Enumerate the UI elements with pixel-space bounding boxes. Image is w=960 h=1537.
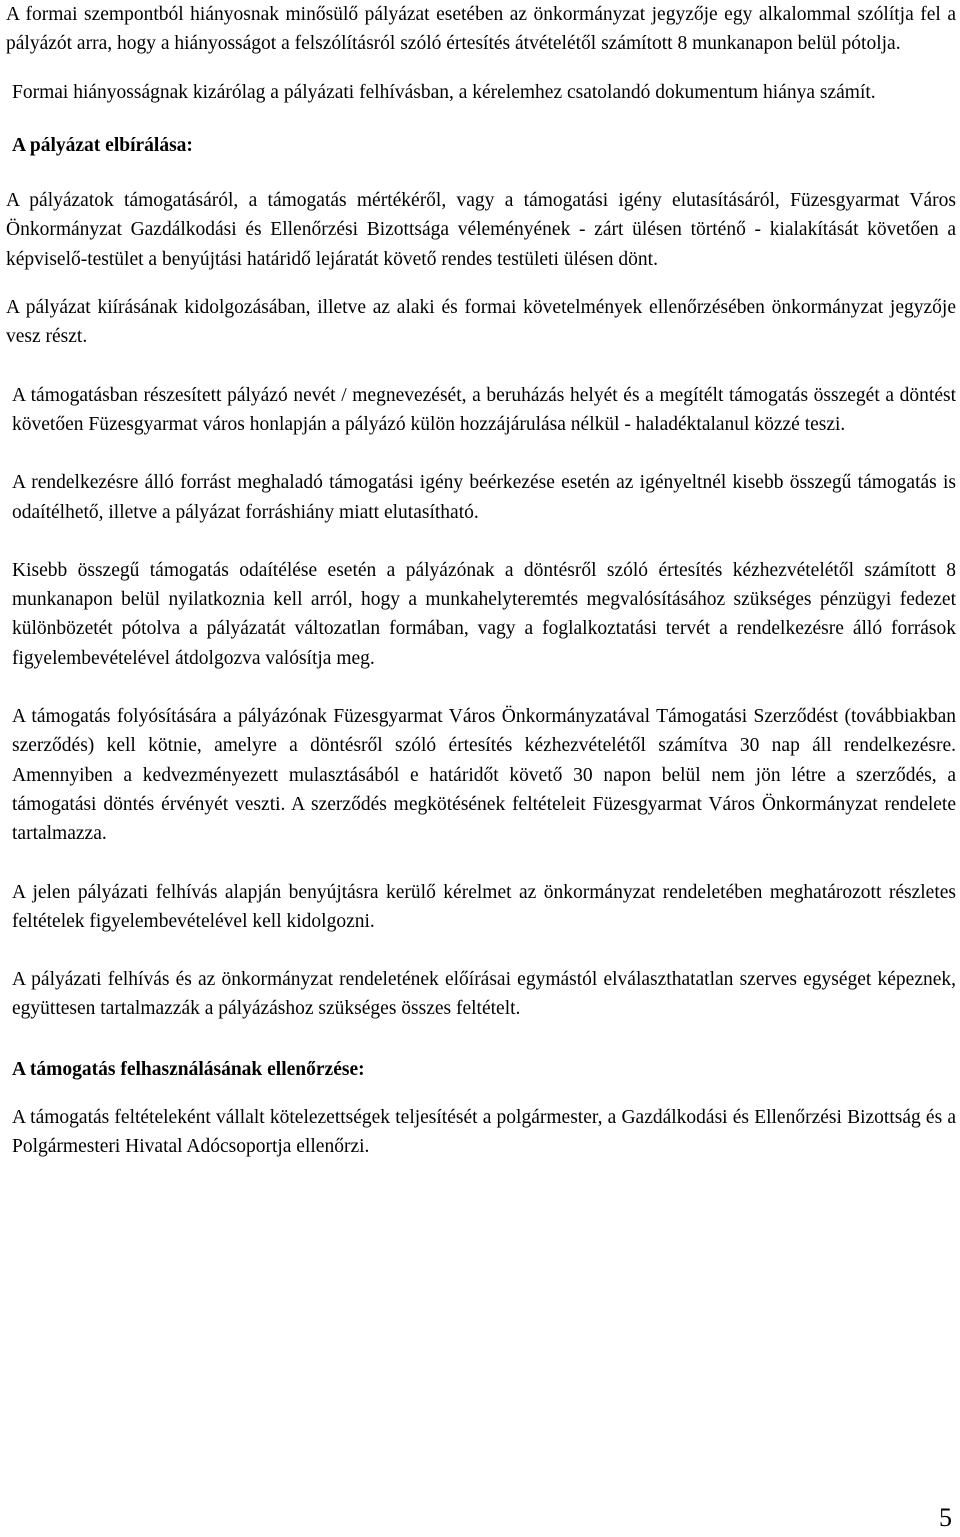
heading-usage-control: A támogatás felhasználásának ellenőrzése:	[12, 1058, 365, 1080]
paragraph-publication: A támogatásban részesített pályázó nevét / megnevezését, a beruházás helyét és a megítélt támogatás összegét a döntést követően Füzesgyarmat város honlapján a pályázó külön hozzájárulása nélkül - haladéktalanul közzé teszi.	[12, 384, 956, 435]
paragraph-decision: A pályázatok támogatásáról, a támogatás mértékéről, vagy a támogatási igény elutasításáról, Füzesgyarmat Város Önkormányzat Gazdálkodási és Ellenőrzési Bizottsága véleményének - zárt ülésen történő - kialakítását követően a képviselő-testület a benyújtási határidő lejáratát követő rendes testületi ülésen dönt.	[6, 190, 956, 270]
paragraph-preparation: A pályázat kiírásának kidolgozásában, illetve az alaki és formai követelmények ellenőrzésében önkormányzat jegyzője vesz részt.	[6, 297, 956, 348]
paragraph-inseparable-unit: A pályázati felhívás és az önkormányzat rendeletének előírásai egymástól elválaszthatatlan szerves egységet képeznek, együttesen tartalmazzák a pályázáshoz szükséges összes feltételt.	[12, 969, 956, 1020]
paragraph-insufficient-funds: A rendelkezésre álló forrást meghaladó támogatási igény beérkezése esetén az igényeltnél kisebb összegű támogatás is odaítélhető, illetve a pályázat forráshiány miatt elutasítható.	[12, 472, 956, 523]
paragraph-smaller-grant: Kisebb összegű támogatás odaítélése esetén a pályázónak a döntésről szóló értesítés kézhezvételétől számított 8 munkanapon belül nyilatkoznia kell arról, hogy a munkahelyteremtés megvalósításához szükséges pénzügyi fedezet különbözetét pótolva a pályázatát változatlan formában, vagy a foglalkoztatási tervét a rendelkezésre álló források figyelembevételével átdolgozva valósítja meg.	[12, 559, 956, 669]
heading-evaluation: A pályázat elbírálása:	[12, 134, 193, 156]
paragraph-application-rules: A jelen pályázati felhívás alapján benyújtásra kerülő kérelmet az önkormányzat rendeletében meghatározott részletes feltételek figyelembevételével kell kidolgozni.	[12, 881, 956, 932]
page-number: 5	[939, 1503, 952, 1532]
paragraph-control: A támogatás feltételeként vállalt kötelezettségek teljesítését a polgármester, a Gazdálkodási és Ellenőrzési Bizottság és a Polgármesteri Hivatal Adócsoportja ellenőrzi.	[12, 1107, 956, 1158]
paragraph-formal-deficiency: Formai hiányosságnak kizárólag a pályázati felhívásban, a kérelemhez csatolandó dokumentum hiánya számít.	[12, 81, 876, 103]
document-page	[6, 0, 956, 1162]
paragraph-missing-documents: A formai szempontból hiányosnak minősülő pályázat esetében az önkormányzat jegyzője egy alkalommal szólítja fel a pályázót arra, hogy a hiányosságot a felszólításról szóló értesítés átvételétől számított 8 munkanapon belül pótolja.	[6, 4, 956, 55]
paragraph-contract: A támogatás folyósítására a pályázónak Füzesgyarmat Város Önkormányzatával Támogatási Szerződést (továbbiakban szerződés) kell kötnie, amelyre a döntésről szóló értesítés kézhezvételétől számítva 30 nap áll rendelkezésre. Amennyiben a kedvezményezett mulasztásából e határidőt követő 30 napon belül nem jön létre a szerződés, a támogatási döntés érvényét veszti. A szerződés megkötésének feltételeit Füzesgyarmat Város Önkormányzat rendelete tartalmazza.	[12, 706, 956, 845]
